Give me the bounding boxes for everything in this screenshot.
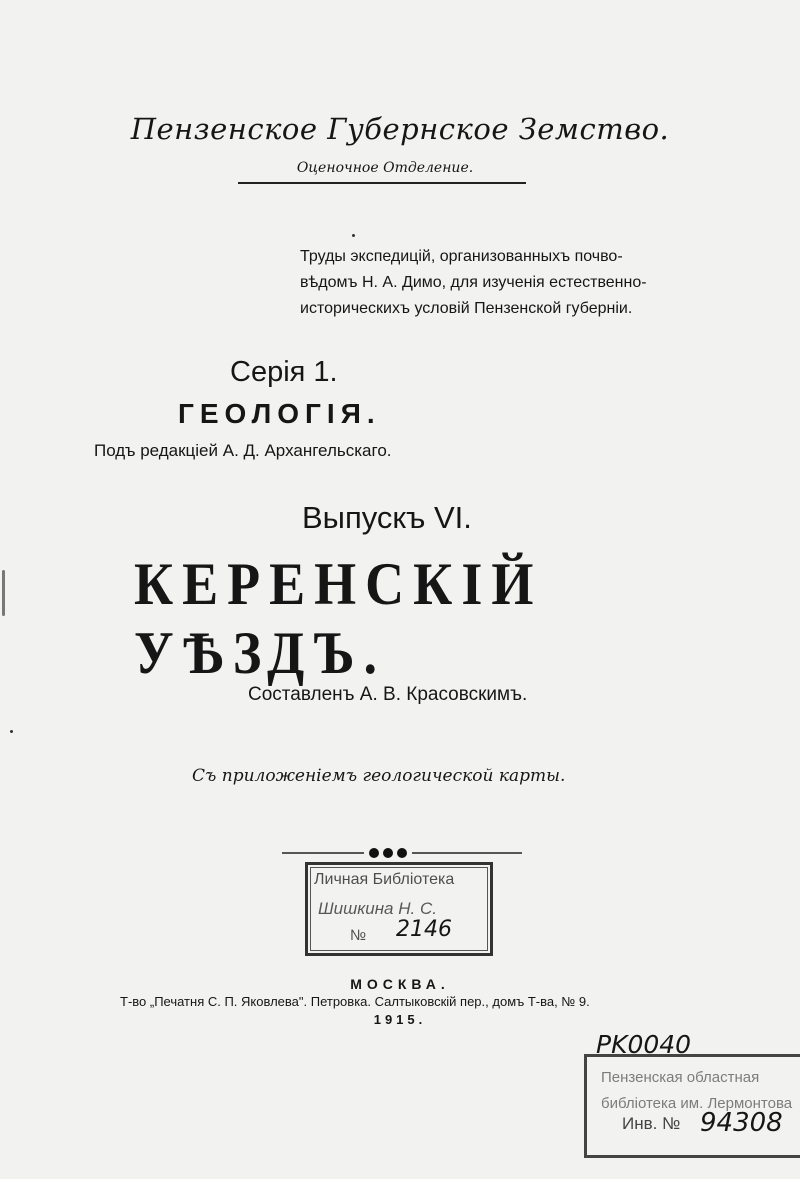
department-subheading: Оценочное Отделение. bbox=[296, 160, 474, 176]
speck bbox=[352, 234, 355, 237]
issue-label: Выпускъ VI. bbox=[302, 500, 472, 535]
publisher-city: МОСКВА. bbox=[350, 976, 450, 992]
appendix-note: Съ приложеніемъ геологической карты. bbox=[192, 766, 566, 786]
proceedings-line: историческихъ условій Пензенской губерніи. bbox=[300, 300, 633, 317]
compiled-by-line: Составленъ А. В. Красовскимъ. bbox=[248, 684, 528, 705]
issue-title: КЕРЕНСКІЙ УѢЗДЪ. bbox=[134, 551, 543, 686]
speck bbox=[10, 730, 13, 733]
library-inventory-stamp bbox=[584, 1054, 800, 1158]
editor-line: Подъ редакціей А. Д. Архангельскаго. bbox=[94, 441, 392, 460]
heading-rule bbox=[238, 182, 526, 184]
proceedings-line: вѣдомъ Н. А. Димо, для изученія естественно- bbox=[300, 274, 647, 291]
inventory-number: 94308 bbox=[700, 1108, 783, 1138]
zemstvo-heading: Пензенское Губернское Земство. bbox=[130, 112, 670, 146]
series-subject: ГЕОЛОГІЯ. bbox=[178, 398, 381, 429]
stamp-line: Личная Библіотека bbox=[314, 871, 455, 888]
library-stamp-line: Пензенская областная bbox=[601, 1069, 760, 1086]
ornament-divider bbox=[282, 846, 522, 860]
stamp-handwritten-number: 2146 bbox=[396, 917, 452, 942]
inventory-label: Инв. № bbox=[622, 1114, 681, 1133]
publisher-line: Т-во „Печатня С. П. Яковлева". Петровка. Салтыковскій пер., домъ Т-ва, № 9. bbox=[120, 994, 590, 1009]
publication-year: 1915. bbox=[373, 1012, 427, 1027]
proceedings-description bbox=[300, 244, 695, 322]
page-edge-mark bbox=[2, 570, 5, 616]
series-label: Серія 1. bbox=[230, 356, 338, 388]
library-stamp-line: библіотека им. Лермонтова bbox=[601, 1095, 793, 1112]
stamp-line: Шишкина Н. С. bbox=[318, 899, 437, 918]
handwritten-catalog-code: PK0040 bbox=[596, 1030, 692, 1059]
stamp-line: № bbox=[350, 927, 367, 944]
proceedings-line: Труды экспедицій, организованныхъ почво- bbox=[300, 248, 623, 265]
personal-library-stamp bbox=[305, 862, 493, 956]
